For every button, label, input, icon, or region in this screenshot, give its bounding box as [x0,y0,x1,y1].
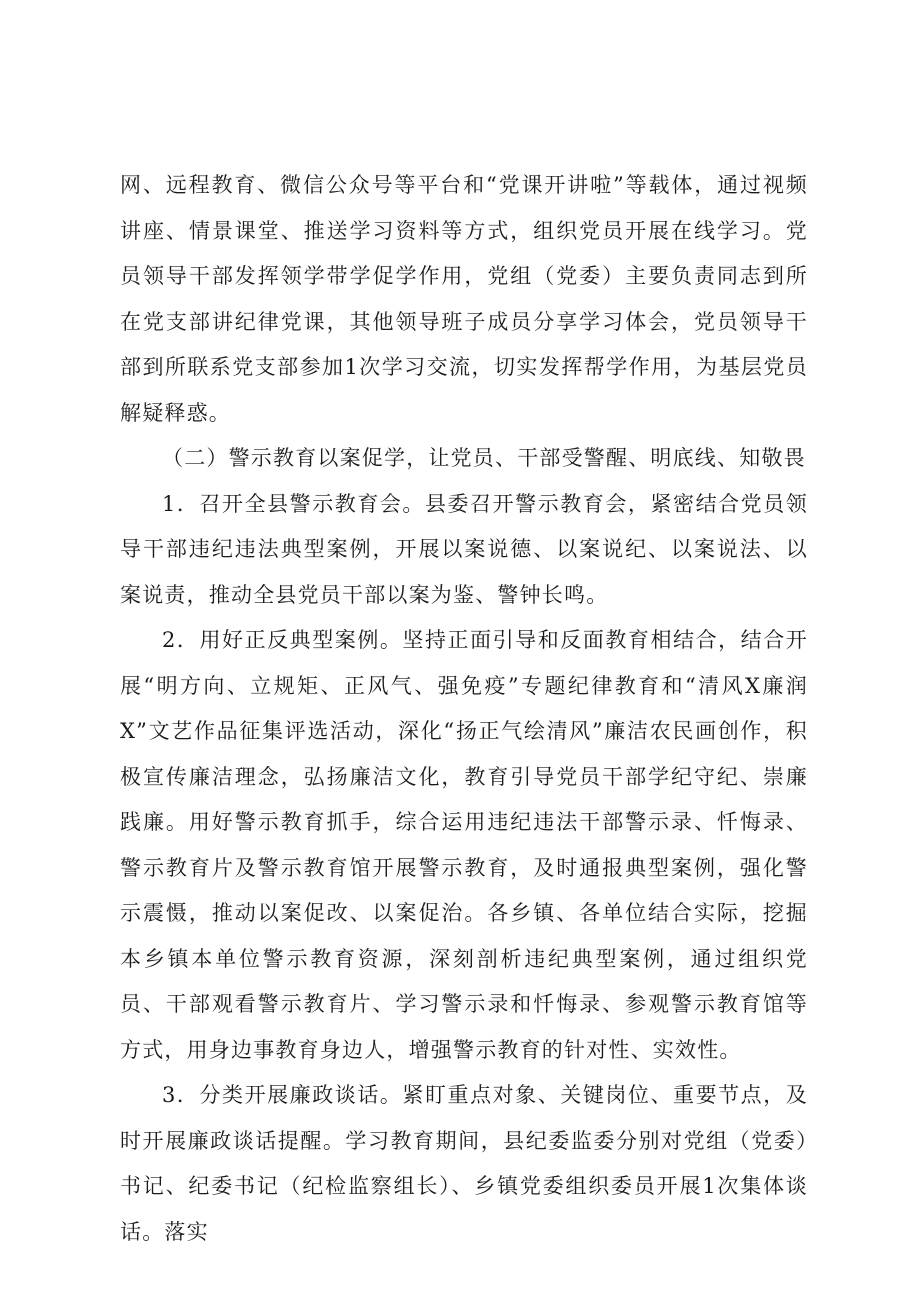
paragraph-integrity-talks: 3．分类开展廉政谈话。紧盯重点对象、关键岗位、重要节点，及时开展廉政谈话提醒。学习教育期间，县纪委监委分别对党组（党委）书记、纪委书记（纪检监察组长）、乡镇党委组织委员开展1次集体谈话。落实 [120,1083,808,1244]
section-heading-warning-education: （二）警示教育以案促学，让党员、干部受警醒、明底线、知敬畏 [162,446,806,470]
paragraph-online-study: 网、远程教育、微信公众号等平台和“党课开讲啦”等载体，通过视频讲座、情景课堂、推送学习资料等方式，组织党员开展在线学习。党员领导干部发挥领学带学促学作用，党组（党委）主要负责同志到所在党支部讲纪律党课，其他领导班子成员分享学习体会，党员领导干部到所联系党支部参加1次学习交流，切实发挥帮学作用，为基层党员解疑释惑。 [120,173,808,425]
document-body [120,163,808,1255]
paragraph-warning-conference: 1．召开全县警示教育会。县委召开警示教育会，紧密结合党员领导干部违纪违法典型案例，开展以案说德、以案说纪、以案说法、以案说责，推动全县党员干部以案为鉴、警钟长鸣。 [120,491,808,607]
paragraph-typical-cases: 2．用好正反典型案例。坚持正面引导和反面教育相结合，结合开展“明方向、立规矩、正风气、强免疫”专题纪律教育和“清风X廉润X”文艺作品征集评选活动，深化“扬正气绘清风”廉洁农民画创作，积极宣传廉洁理念，弘扬廉洁文化，教育引导党员干部学纪守纪、崇廉践廉。用好警示教育抓手，综合运用违纪违法干部警示录、忏悔录、警示教育片及警示教育馆开展警示教育，及时通报典型案例，强化警示震慑，推动以案促改、以案促治。各乡镇、各单位结合实际，挖掘本乡镇本单位警示教育资源，深刻剖析违纪典型案例，通过组织党员、干部观看警示教育片、学习警示录和忏悔录、参观警示教育馆等方式，用身边事教育身边人，增强警示教育的针对性、实效性。 [120,628,808,1062]
